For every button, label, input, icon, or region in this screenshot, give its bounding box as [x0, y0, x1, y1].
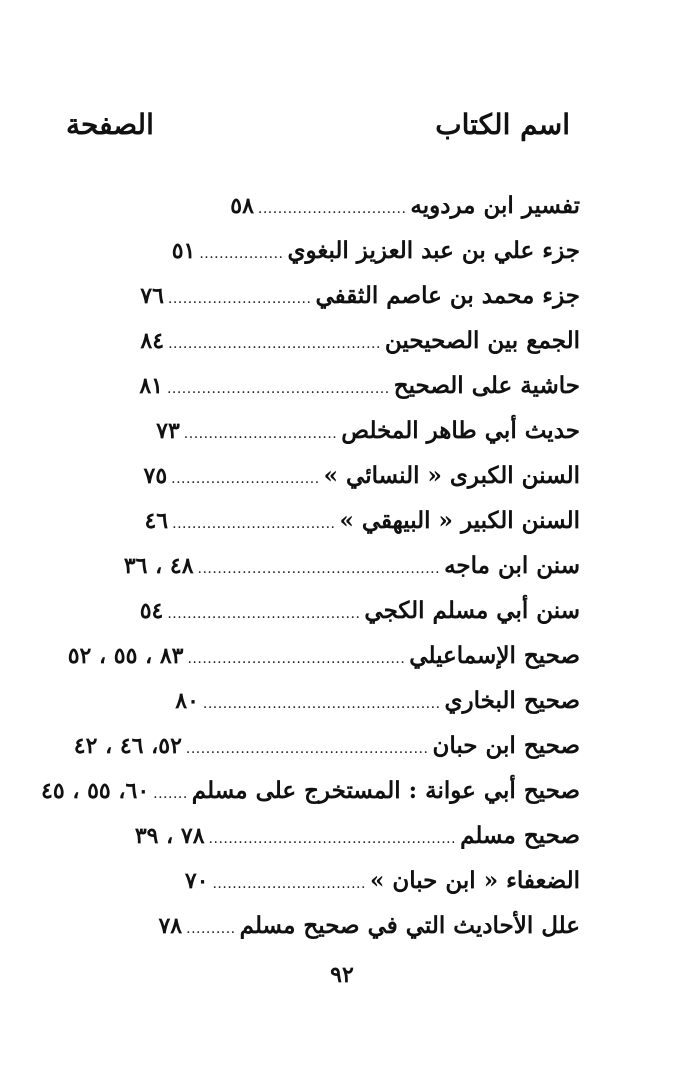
list-item — [0, 498, 684, 543]
list-item — [0, 723, 684, 768]
entry-pages: ٧٥ — [143, 463, 168, 489]
entry-title: سنن أبي مسلم الكجي — [364, 597, 580, 624]
list-item — [0, 453, 684, 498]
entry-title: جزء علي بن عبد العزيز البغوي — [287, 237, 580, 264]
entry-title: سنن ابن ماجه — [444, 552, 580, 579]
entry-title: صحيح أبي عوانة : المستخرج على مسلم — [191, 777, 580, 804]
entry-title: صحيح الإسماعيلي — [409, 642, 580, 669]
leader-dots: .................................................. — [208, 831, 457, 847]
entry-pages: ٧٣ — [156, 418, 180, 444]
entry-title: علل الأحاديث التي في صحيح مسلم — [239, 912, 580, 939]
leader-dots: ........................................... — [168, 336, 381, 352]
entry-title: الضعفاء « ابن حبان » — [369, 867, 580, 894]
page-number: ٩٢ — [330, 962, 354, 988]
entry-title: صحيح ابن حبان — [432, 732, 580, 759]
list-item — [0, 183, 684, 228]
list-item — [0, 408, 684, 453]
entry-title: صحيح البخاري — [444, 687, 580, 714]
entry-pages: ٥٤ — [139, 598, 164, 624]
list-item — [0, 768, 684, 813]
leader-dots: ............................................. — [166, 381, 390, 397]
entry-pages: ٨٠ — [175, 688, 199, 714]
entry-pages: ٨١ — [139, 373, 163, 399]
entry-pages: ٤٦ — [144, 508, 169, 534]
leader-dots: ................. — [199, 246, 284, 262]
list-item — [0, 633, 684, 678]
entry-pages: ٥١ — [171, 238, 196, 264]
list-item — [0, 678, 684, 723]
entry-title: السنن الكبرى « النسائي » — [323, 462, 580, 489]
leader-dots: ............................... — [212, 876, 366, 892]
entry-title: جزء محمد بن عاصم الثقفي — [315, 282, 580, 309]
leader-dots: .......... — [186, 921, 236, 937]
entry-title: حديث أبي طاهر المخلص — [341, 417, 580, 444]
entry-title: حاشية على الصحيح — [393, 372, 580, 399]
column-heading-page: الصفحة — [66, 108, 154, 141]
list-item — [0, 363, 684, 408]
leader-dots: .............................. — [171, 471, 320, 487]
list-item — [0, 858, 684, 903]
leader-dots: ................................. — [172, 516, 336, 532]
list-item — [0, 813, 684, 858]
entry-title: صحيح مسلم — [460, 822, 580, 849]
entry-pages: ٨٣ ، ٥٥ ، ٥٢ — [67, 643, 184, 669]
entry-pages: ٧٨ — [158, 913, 183, 939]
list-item — [0, 318, 684, 363]
column-heading-book: اسم الكتاب — [435, 108, 570, 141]
entry-title: تفسير ابن مردويه — [410, 192, 580, 219]
list-item — [0, 228, 684, 273]
entry-pages: ٧٠ — [184, 868, 209, 894]
leader-dots: ....................................... — [167, 606, 361, 622]
index-header — [60, 108, 580, 148]
list-item — [0, 273, 684, 318]
entry-pages: ٨٤ — [140, 328, 165, 354]
entry-pages: ٥٨ — [230, 193, 254, 219]
leader-dots: ............................... — [183, 426, 338, 442]
list-item — [0, 588, 684, 633]
list-item — [0, 903, 684, 948]
leader-dots: ................................................ — [202, 696, 441, 712]
leader-dots: ............................................ — [187, 651, 406, 667]
entry-title: الجمع بين الصحيحين — [384, 327, 580, 354]
leader-dots: .............................. — [257, 201, 407, 217]
leader-dots: ............................. — [167, 291, 312, 307]
entry-pages: ٤٨ ، ٣٦ — [123, 553, 194, 579]
list-item — [0, 543, 684, 588]
entry-title: السنن الكبير « البيهقي » — [339, 507, 580, 534]
entry-pages: ٧٨ ، ٣٩ — [134, 823, 205, 849]
leader-dots: ....... — [153, 786, 188, 802]
entry-pages: ٥٢، ٤٦ ، ٤٢ — [73, 733, 182, 759]
leader-dots: ................................................. — [197, 561, 441, 577]
entry-pages: ٧٦ — [140, 283, 164, 309]
index-list — [0, 183, 684, 948]
leader-dots: ................................................. — [185, 741, 429, 757]
entry-pages: ٦٠، ٥٥ ، ٤٥ — [41, 778, 150, 804]
